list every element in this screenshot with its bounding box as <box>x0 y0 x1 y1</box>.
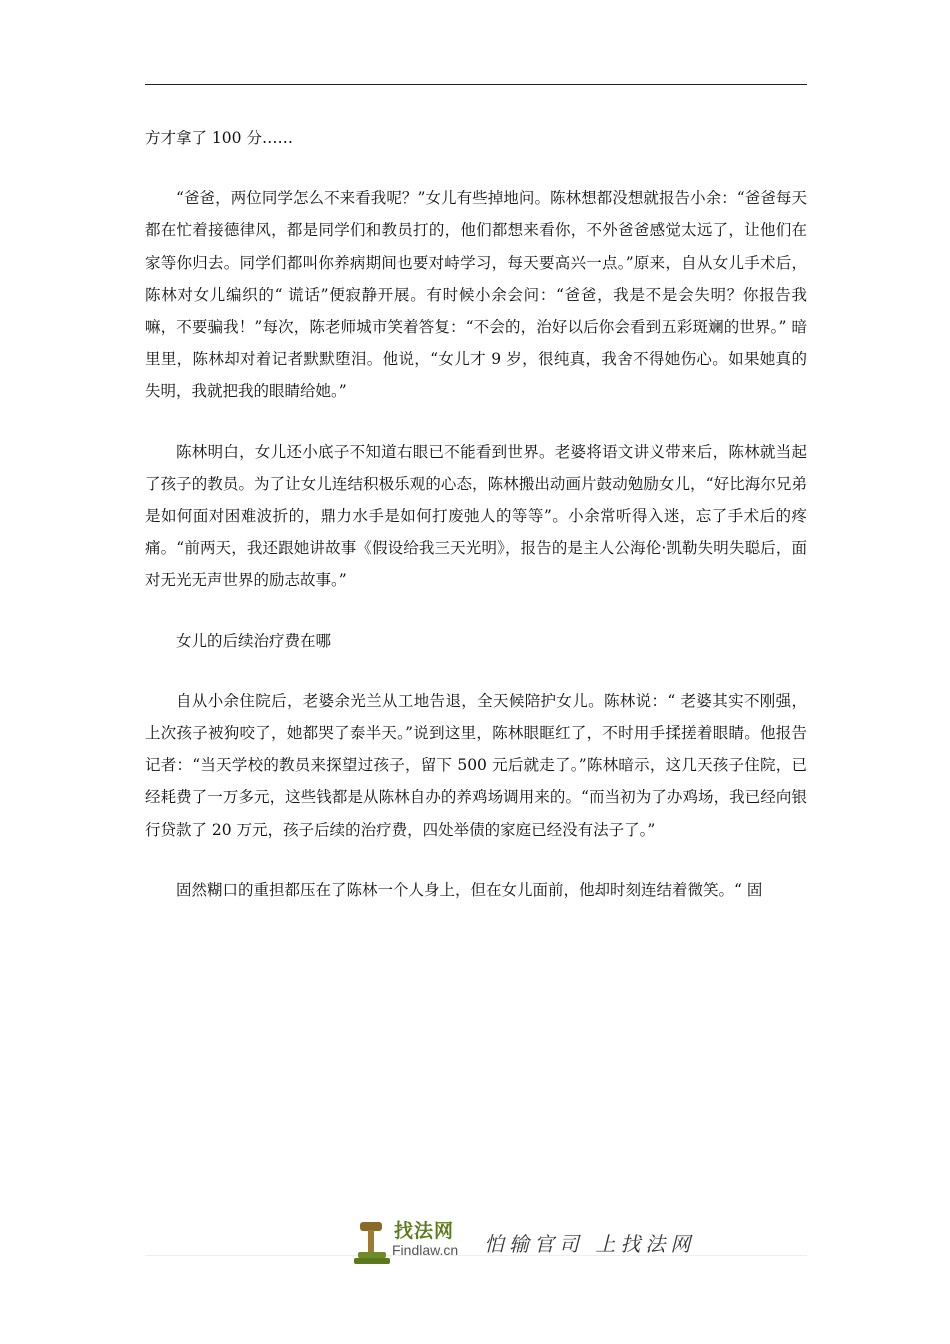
footer-slogan: 怕输官司 上找法网 <box>484 1232 696 1256</box>
footer-rule <box>145 1255 807 1256</box>
paragraph-continuation: 方才拿了 100 分…… <box>145 129 293 147</box>
paragraph-gap <box>145 408 807 436</box>
paragraph: 固然糊口的重担都压在了陈林一个人身上，但在女儿面前，他却时刻连结着微笑。“ 固 <box>176 880 763 899</box>
paragraph-gap <box>145 154 807 182</box>
paragraph-gap <box>145 597 807 625</box>
paragraph: 陈林明白，女儿还小底子不知道右眼已不能看到世界。老婆将语文讲义带来后，陈林就当起了孩子的教员。为了让女儿连结积极乐观的心态，陈林搬出动画片鼓动勉励女儿，“好比海尔兄弟是如何面对困难波折的，鼎力水手是如何打废弛人的等等”。小余常听得入迷，忘了手术后的疼痛。“前两天，我还跟她讲故事《假设给我三天光明》，报告的是主人公海伦·凯勒失明失聪后，面对无光无声世界的励志故事。” <box>145 442 807 590</box>
document-body <box>145 122 807 906</box>
logo-domain[interactable]: Findlaw.cn <box>392 1242 459 1258</box>
gavel-logo-icon <box>352 1220 392 1266</box>
paragraph-gap <box>145 846 807 874</box>
section-heading: 女儿的后续治疗费在哪 <box>176 631 332 650</box>
paragraph: “爸爸，两位同学怎么不来看我呢？”女儿有些掉地问。陈林想都没想就报告小余：“爸爸每天都在忙着接德律风，都是同学们和教员打的，他们都想来看你，不外爸爸感觉太远了，让他们在家等你归去。同学们都叫你养病期间也要对峙学习，每天要高兴一点。”原来，自从女儿手术后，陈林对女儿编织的“ 谎话”便寂静开展。有时候小余会问：“爸爸，我是不是会失明？你报告我嘛，不要骗我！”每次，陈老师城市笑着答复：“不会的，治好以后你会看到五彩斑斓的世界。” 暗里里，陈林却对着记者默默堕泪。他说，“女儿才 9 岁，很纯真，我舍不得她伤心。如果她真的失明，我就把我的眼睛给她。” <box>145 189 807 401</box>
page-footer <box>0 1212 950 1272</box>
paragraph-gap <box>145 657 807 685</box>
logo-chinese-name[interactable]: 找法网 <box>394 1220 455 1242</box>
header-rule <box>145 84 807 85</box>
paragraph: 自从小余住院后，老婆余光兰从工地告退，全天候陪护女儿。陈林说：“ 老婆其实不刚强，上次孩子被狗咬了，她都哭了泰半天。”说到这里，陈林眼眶红了，不时用手揉搓着眼睛。他报告记者：“当天学校的教员来探望过孩子，留下 500 元后就走了。”陈林暗示，这几天孩子住院，已经耗费了一万多元，这些钱都是从陈林自办的养鸡场调用来的。“而当初为了办鸡场，我已经向银行贷款了 20 万元，孩子后续的治疗费，四处举债的家庭已经没有法子了。” <box>145 691 807 839</box>
